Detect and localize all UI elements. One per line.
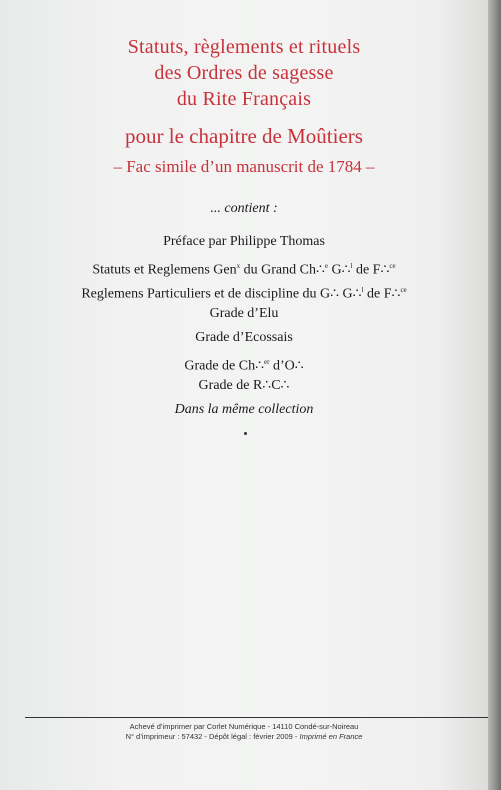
footer-rule xyxy=(25,717,495,718)
title-block xyxy=(0,34,488,178)
content-item-grade-rc: Grade de R∴C∴ xyxy=(198,378,290,393)
content-item-statuts: Statuts et Reglemens Gen$^x$ du Grand Ch∴$^e$ G∴$^l$ de F∴$^{ce}$ xyxy=(92,262,396,278)
title-line-2: des Ordres de sagesse xyxy=(154,62,334,84)
page-edge xyxy=(488,0,501,790)
content-item-reglemens: Reglemens Particuliers et de discipline du G∴ G∴$^l$ de F∴$^{ce}$ xyxy=(81,286,407,302)
title-line-3: du Rite Français xyxy=(176,88,312,110)
content-item-collection: Dans la même collection xyxy=(174,402,314,417)
content-item-grade-ecossais: Grade d’Ecossais xyxy=(195,330,293,345)
title-line-1: Statuts, règlements et rituels xyxy=(127,36,361,58)
colophon-line-1: Achevé d’imprimer par Corlet Numérique - 14110 Condé-sur-Noireau xyxy=(129,722,359,731)
content-item-preface: Préface par Philippe Thomas xyxy=(163,234,325,249)
contents-list xyxy=(0,232,488,424)
ornament-dot xyxy=(244,432,247,435)
content-item-grade-elu: Grade d’Elu xyxy=(209,306,279,321)
subtitle: – Fac simile d’un manuscrit de 1784 – xyxy=(113,157,375,176)
colophon-line-2: N° d’imprimeur : 57432 - Dépôt légal : février 2009 - Imprimé en France xyxy=(125,732,363,741)
colophon xyxy=(0,722,488,742)
contains-label: ... contient : xyxy=(210,201,278,216)
content-item-grade-chevalier: Grade de Ch∴$^{er}$ d’O∴ xyxy=(184,358,304,374)
title-line-4: pour le chapitre de Moûtiers xyxy=(125,124,363,148)
